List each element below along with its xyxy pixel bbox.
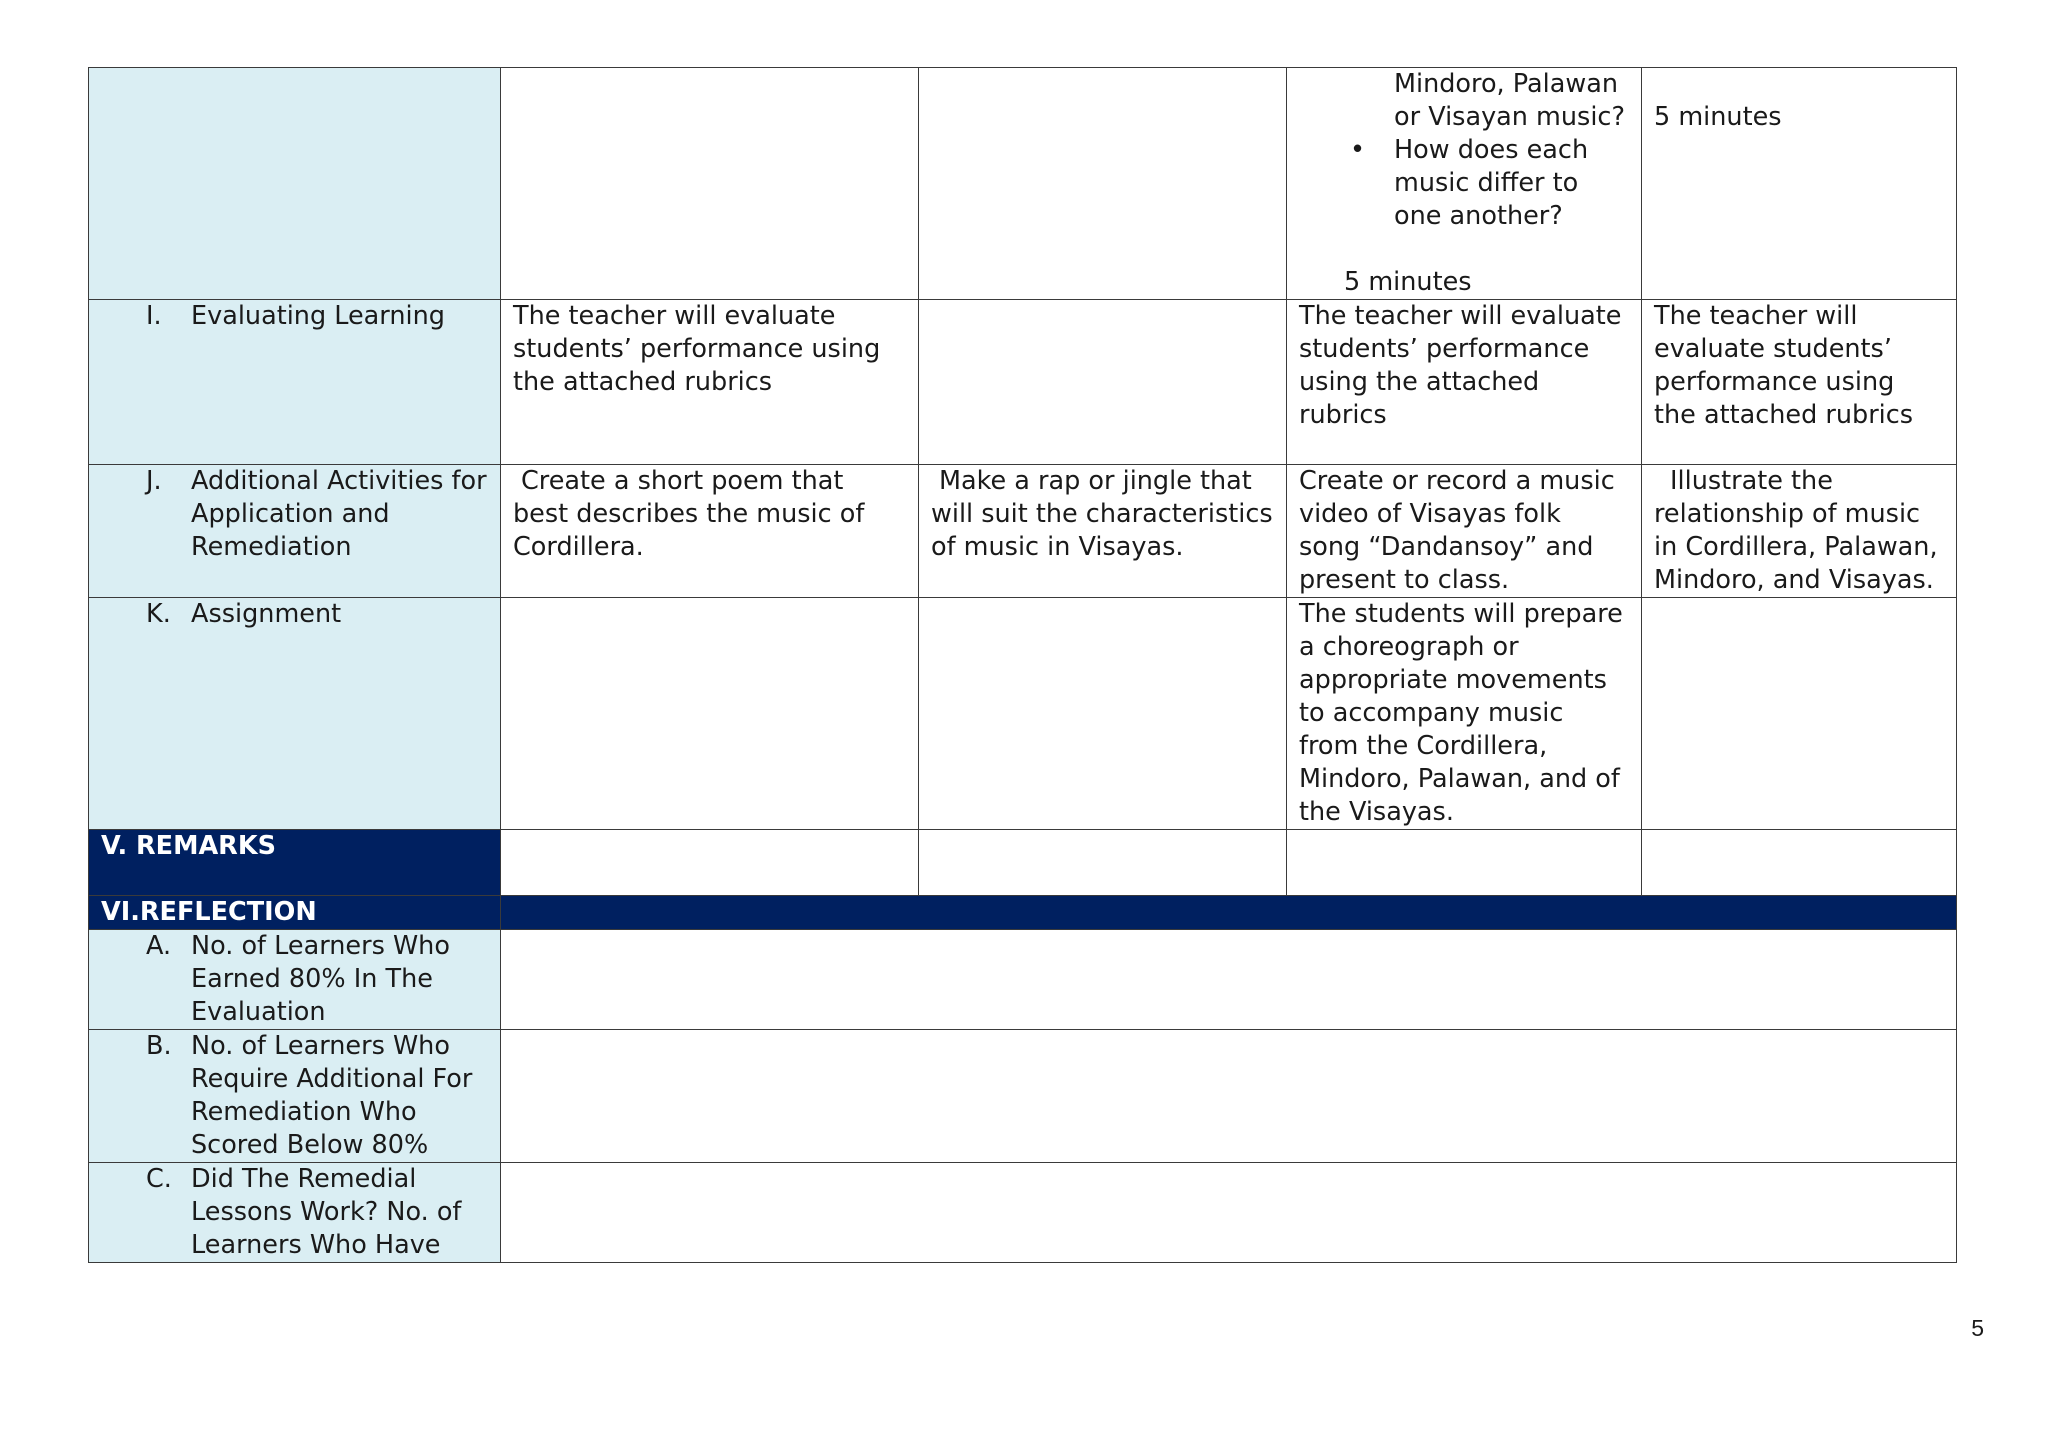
table-cell: [919, 465, 1287, 598]
label-cell: [89, 300, 501, 465]
section-item: [101, 1163, 488, 1262]
cell-text: Make a rap or jingle that will suit the characteristics of music in Visayas.: [931, 466, 1273, 562]
section-item: [101, 300, 488, 333]
item-letter: A.: [146, 931, 172, 961]
label-cell: [89, 465, 501, 598]
item-letter: I.: [146, 301, 162, 331]
table-cell: [1287, 830, 1642, 896]
table-cell: [501, 830, 919, 896]
table-row: [89, 830, 1957, 896]
table-row: [89, 1163, 1957, 1263]
table-row: [89, 1030, 1957, 1163]
table-cell: The teacher will evaluate students’ performance using the attached rubrics: [501, 300, 919, 465]
item-letter: K.: [146, 599, 171, 629]
question-list: [1299, 68, 1629, 266]
item-label: Additional Activities for Application and Remediation: [191, 466, 487, 562]
table-row: [89, 598, 1957, 830]
item-label: No. of Learners Who Require Additional For Remediation Who Scored Below 80%: [191, 1031, 473, 1160]
table-row: [89, 465, 1957, 598]
table-cell: [501, 598, 919, 830]
time-allotment: 5 minutes: [1344, 267, 1472, 297]
answer-cell: [501, 930, 1957, 1030]
item-letter: B.: [146, 1031, 172, 1061]
table-row: [89, 930, 1957, 1030]
table-cell: Create or record a music video of Visayas folk song “Dandansoy” and present to class.: [1287, 465, 1642, 598]
table-row: [89, 300, 1957, 465]
table-cell: [501, 68, 919, 300]
bullet-dot-icon: •: [1350, 135, 1366, 165]
section-item: [101, 930, 488, 1029]
reflection-header-fill: [501, 896, 1957, 930]
answer-cell: [501, 1030, 1957, 1163]
table-cell: [1642, 598, 1957, 830]
item-label: No. of Learners Who Earned 80% In The Evaluation: [191, 931, 450, 1027]
cell-text: Illustrate the relationship of music in Cordillera, Palawan, Mindoro, and Visayas.: [1654, 466, 1938, 595]
table-cell: The students will prepare a choreograph or appropriate movements to accompany music from the Cordillera, Mindoro, Palawan, and of the Visayas.: [1287, 598, 1642, 830]
table-cell: The teacher will evaluate students’ performance using the attached rubrics: [1287, 300, 1642, 465]
table-cell: [1642, 68, 1957, 300]
item-label: Assignment: [191, 599, 342, 629]
question-bullet: [1350, 134, 1629, 233]
label-cell: [89, 1030, 501, 1163]
item-letter: J.: [146, 466, 162, 496]
table-cell: [1642, 830, 1957, 896]
table-cell: [919, 830, 1287, 896]
remarks-header: V. REMARKS: [89, 830, 501, 896]
cell-text: Create a short poem that best describes the music of Cordillera.: [513, 466, 865, 562]
question-text: How does each music differ to one another?: [1394, 135, 1589, 231]
table-row: [89, 68, 1957, 300]
item-label: Evaluating Learning: [191, 301, 445, 331]
reflection-header: VI.REFLECTION: [89, 896, 501, 930]
label-cell: [89, 68, 501, 300]
section-item: [101, 1030, 488, 1162]
question-text: Mindoro, Palawan or Visayan music?: [1394, 69, 1625, 132]
label-cell: [89, 1163, 501, 1263]
label-cell: [89, 598, 501, 830]
lesson-plan-table: [88, 67, 1957, 1263]
page-number: 5: [1971, 1315, 1984, 1341]
table-cell: [919, 300, 1287, 465]
table-cell: [501, 465, 919, 598]
table-cell: [1642, 465, 1957, 598]
table-cell: The teacher will evaluate students’ performance using the attached rubrics: [1642, 300, 1957, 465]
label-cell: [89, 930, 501, 1030]
section-item: [101, 465, 488, 564]
table-row: [89, 896, 1957, 930]
time-allotment: 5 minutes: [1654, 102, 1782, 132]
item-label: Did The Remedial Lessons Work? No. of Learners Who Have: [191, 1164, 462, 1260]
item-letter: C.: [146, 1164, 172, 1194]
table-cell: [919, 68, 1287, 300]
section-item: [101, 598, 488, 631]
answer-cell: [501, 1163, 1957, 1263]
table-cell: [919, 598, 1287, 830]
table-cell: [1287, 68, 1642, 300]
